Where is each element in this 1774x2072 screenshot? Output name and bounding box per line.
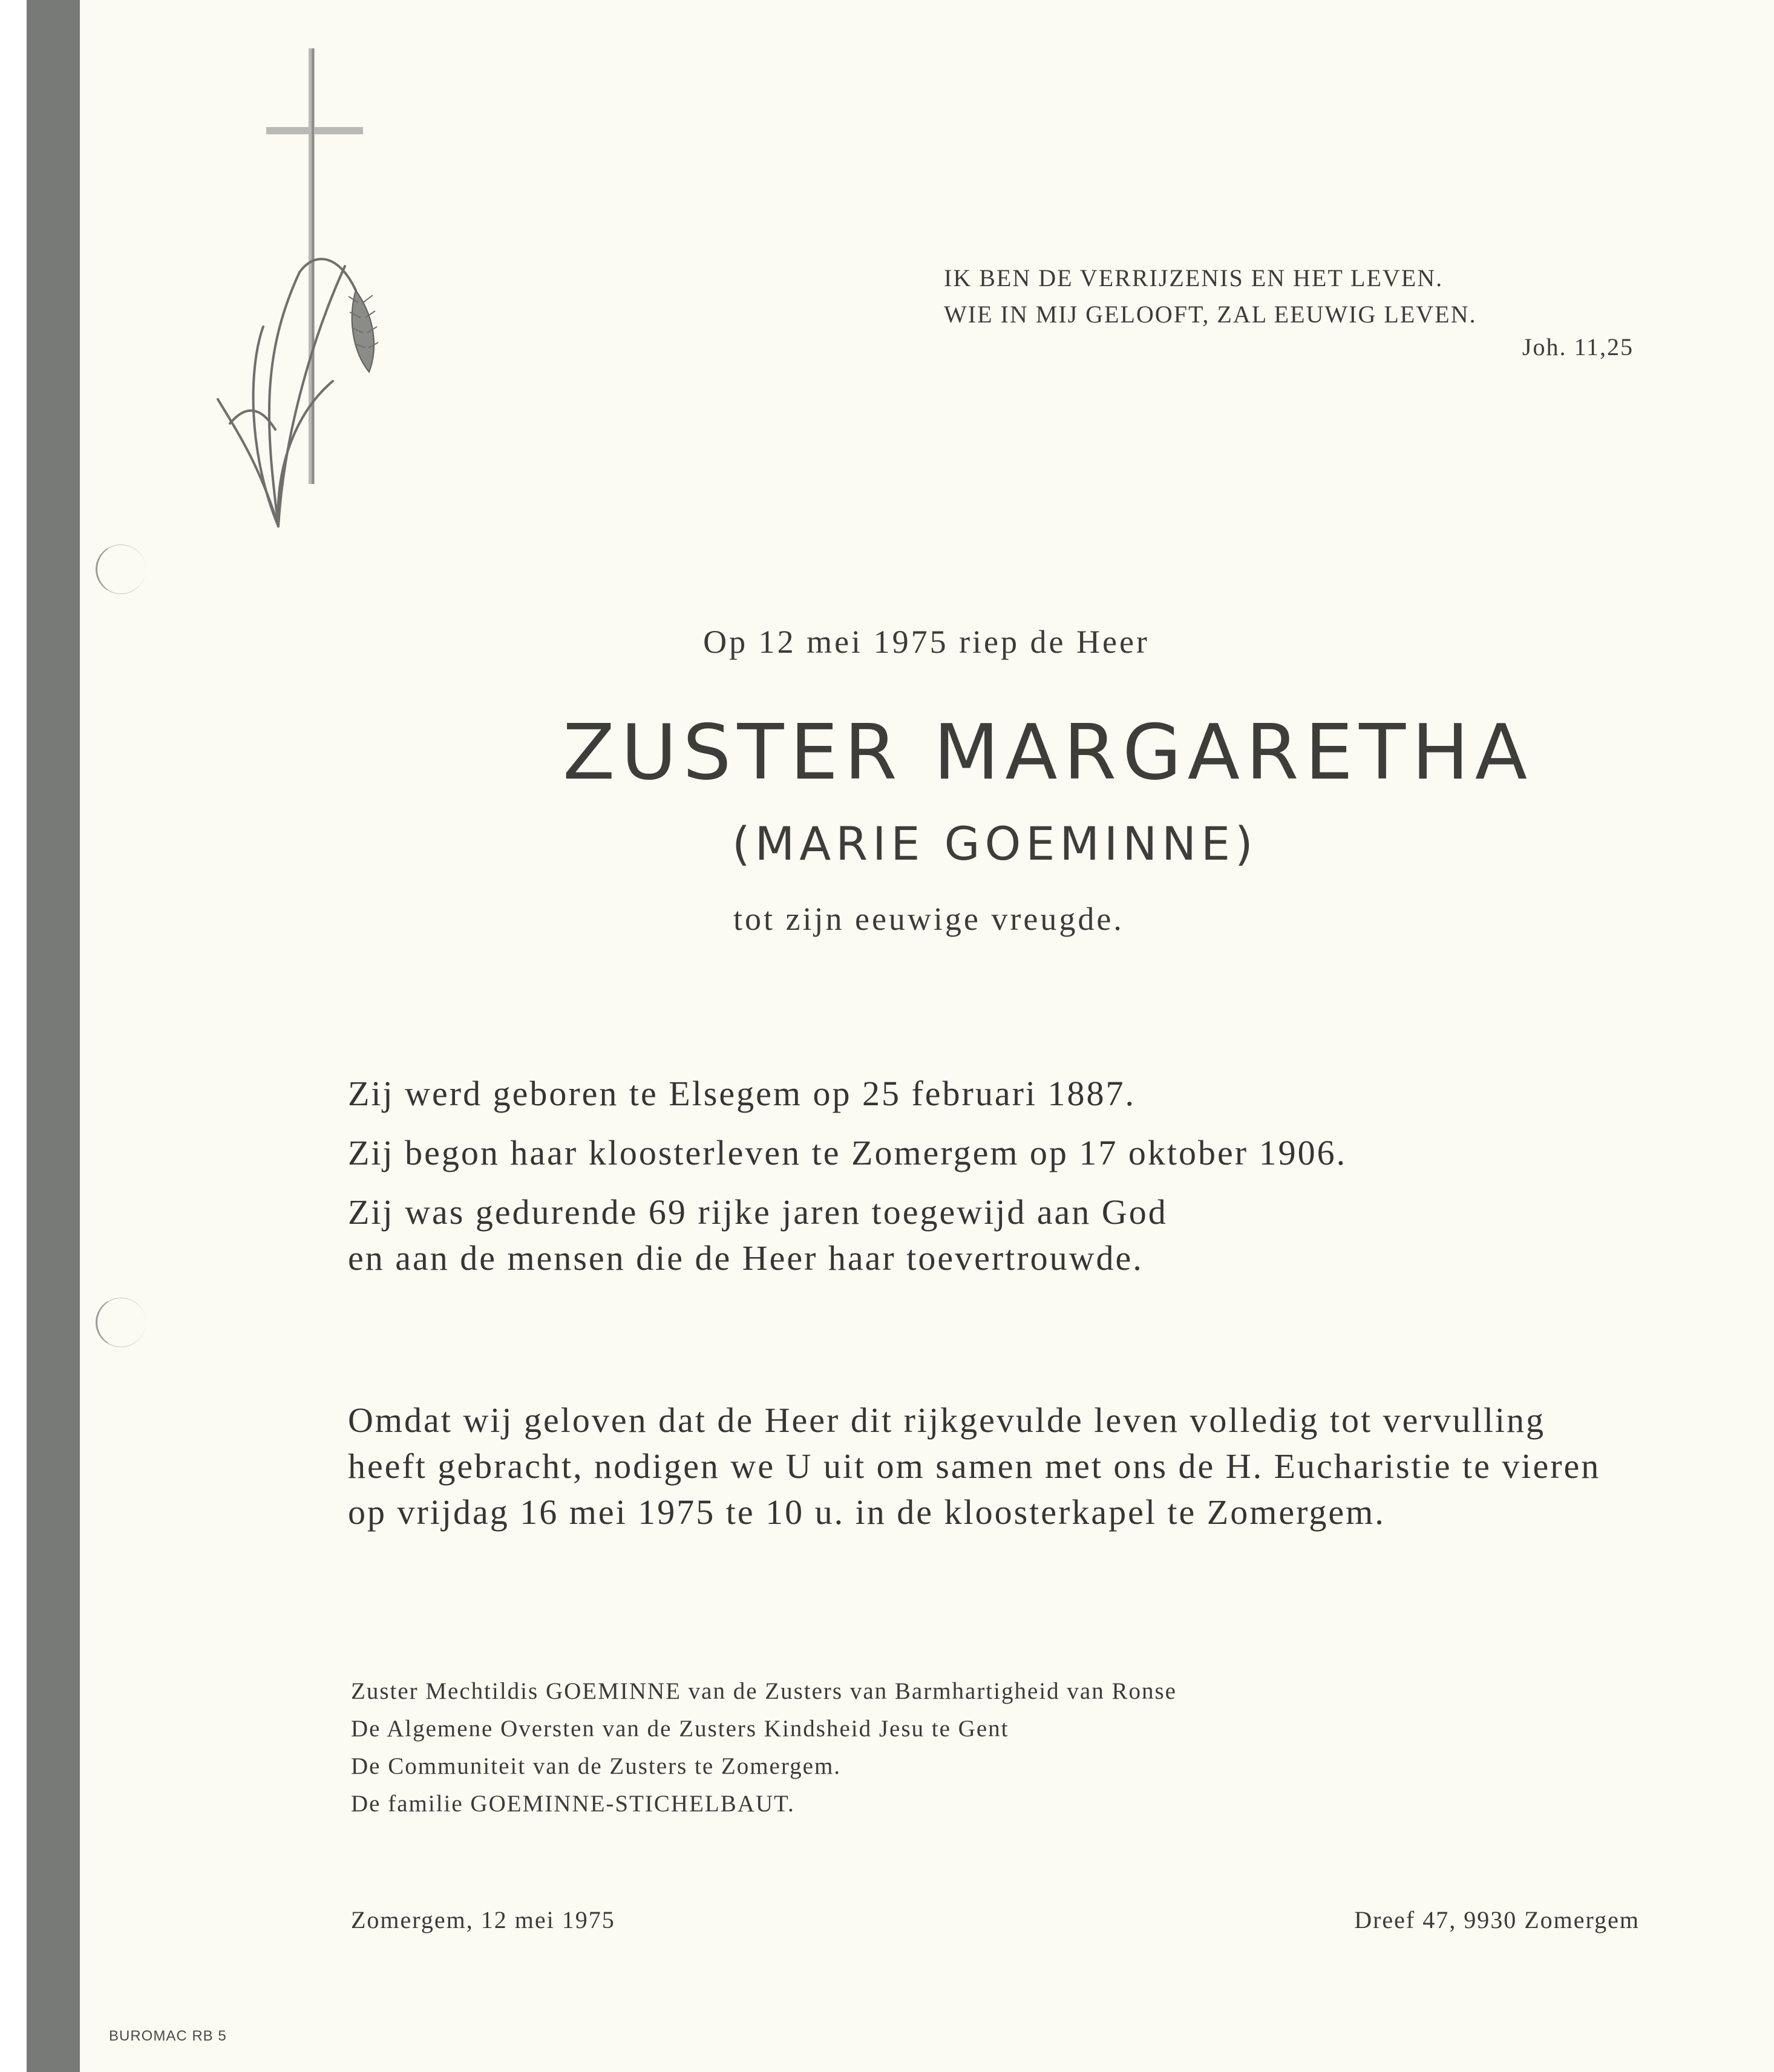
punch-hole-bottom — [96, 1298, 146, 1347]
bio-service-2: en aan de mensen die de Heer haar toevertrouwde. — [348, 1238, 1144, 1278]
intro-text: Op 12 mei 1975 riep de Heer — [703, 624, 1150, 660]
mourner-item: De Algemene Oversten van de Zusters Kindsheid Jesu te Gent — [351, 1716, 1009, 1742]
mourners-list — [351, 1673, 1177, 1823]
announcement-intro — [0, 623, 1774, 661]
quote-line-2: WIE IN MIJ GELOOFT, ZAL EEUWIG LEVEN. — [944, 301, 1477, 328]
biography — [348, 1071, 1347, 1281]
black-border-strip — [27, 0, 80, 2072]
bio-convent: Zij begon haar kloosterleven te Zomergem op 17 oktober 1906. — [348, 1133, 1347, 1172]
mass-invitation — [348, 1397, 1600, 1535]
invitation-line-1: Omdat wij geloven dat de Heer dit rijkgevulde leven volledig tot vervulling — [348, 1400, 1546, 1440]
deceased-civil-name: (MARIE GOEMINNE) — [732, 817, 1258, 871]
invitation-line-2: heeft gebracht, nodigen we U uit om samen met ons de H. Eucharistie te vieren — [348, 1446, 1601, 1486]
announcement-closing: tot zijn eeuwige vreugde. — [733, 901, 1124, 937]
scripture-quote — [944, 260, 1640, 333]
quote-reference: Joh. 11,25 — [1522, 333, 1634, 361]
invitation-line-3: op vrijdag 16 mei 1975 te 10 u. in de kloosterkapel te Zomergem. — [348, 1492, 1386, 1532]
mourner-item: Zuster Mechtildis GOEMINNE van de Zusters van Barmhartigheid van Ronse — [351, 1678, 1177, 1704]
address: Dreef 47, 9930 Zomergem — [1354, 1906, 1640, 1933]
page-left-margin — [0, 0, 27, 2072]
punch-hole-top — [96, 544, 146, 594]
deceased-name: ZUSTER MARGARETHA — [563, 708, 1534, 797]
bio-service-1: Zij was gedurende 69 rijke jaren toegewijd aan God — [348, 1192, 1168, 1232]
mourner-item: De familie GOEMINNE-STICHELBAUT. — [351, 1791, 795, 1817]
bio-born: Zij werd geboren te Elsegem op 25 februari 1887. — [348, 1074, 1136, 1113]
quote-line-1: IK BEN DE VERRIJZENIS EN HET LEVEN. — [944, 264, 1444, 292]
cross-with-wheat-icon — [194, 42, 411, 538]
place-and-date: Zomergem, 12 mei 1975 — [351, 1906, 615, 1933]
printer-mark: BUROMAC RB 5 — [109, 2028, 227, 2044]
mourner-item: De Communiteit van de Zusters te Zomergem. — [351, 1753, 842, 1779]
